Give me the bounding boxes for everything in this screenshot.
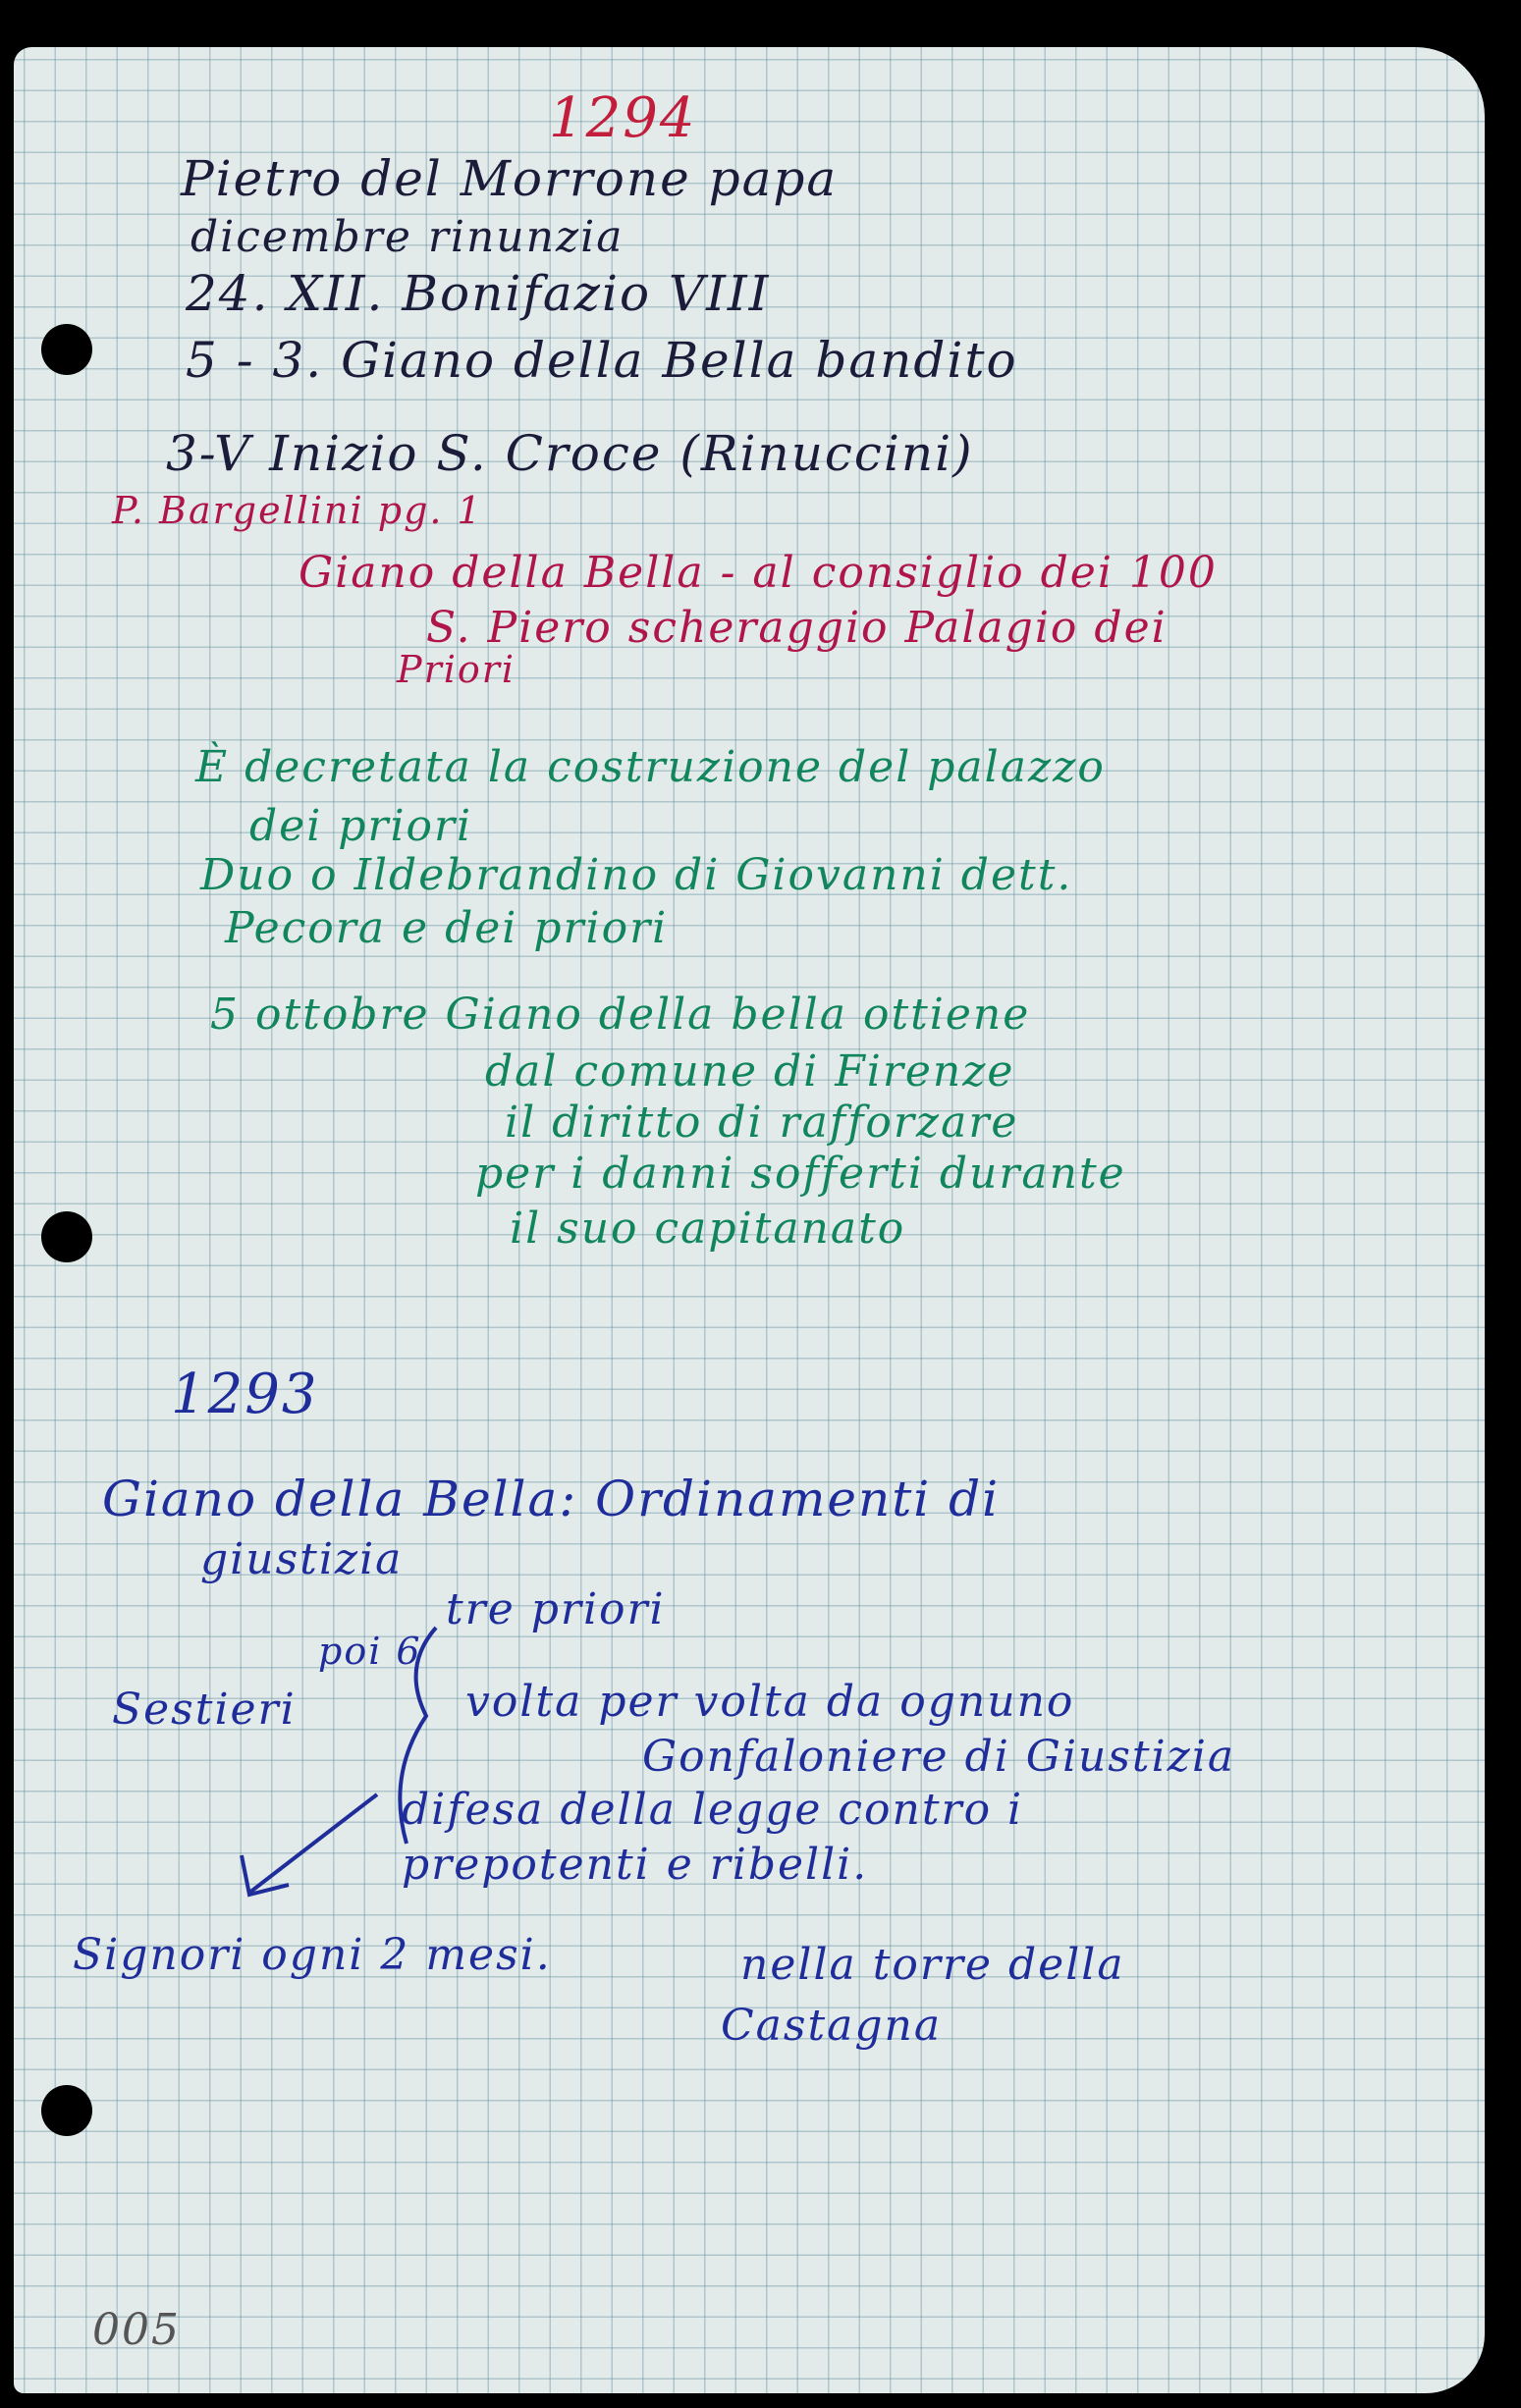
note-inizio-s-croce: 3-V Inizio S. Croce (Rinuccini)	[166, 425, 974, 482]
page-number: 005	[92, 2305, 181, 2355]
note-diritto: il diritto di rafforzare	[505, 1097, 1019, 1148]
note-torre-della: nella torre della	[740, 1940, 1125, 1990]
note-castagna: Castagna	[721, 2001, 943, 2051]
note-sestieri: Sestieri	[112, 1685, 297, 1735]
note-pietro-morrone: Pietro del Morrone papa	[181, 150, 839, 207]
year-1293: 1293	[171, 1363, 319, 1426]
note-signori-2-mesi: Signori ogni 2 mesi.	[73, 1930, 552, 1980]
note-danni-sofferti: per i danni sofferti durante	[475, 1149, 1126, 1199]
note-comune-firenze: dal comune di Firenze	[485, 1046, 1015, 1097]
note-capitanato: il suo capitanato	[510, 1204, 906, 1254]
notebook-page	[14, 47, 1485, 2393]
note-consiglio-100: Giano della Bella - al consiglio dei 100	[299, 548, 1218, 598]
note-bargellini-ref: P. Bargellini pg. 1	[112, 489, 483, 532]
note-giustizia: giustizia	[200, 1534, 404, 1584]
note-ordinamenti-giustizia: Giano della Bella: Ordinamenti di	[102, 1471, 1001, 1527]
note-tre-priori: tre priori	[446, 1584, 666, 1634]
binder-hole-bottom	[41, 2085, 92, 2136]
note-s-piero-scheraggio: S. Piero scheraggio Palagio dei	[426, 603, 1168, 653]
note-ildebrandino: Duo o Ildebrandino di Giovanni dett.	[200, 850, 1073, 900]
arrow-icon	[14, 47, 1485, 1971]
note-bonifazio: 24. XII. Bonifazio VIII	[186, 265, 771, 322]
note-decretata-costruzione: È decretata la costruzione del palazzo	[195, 742, 1106, 792]
note-volta-per-volta: volta per volta da ognuno	[465, 1677, 1075, 1727]
note-poi-6: poi 6	[318, 1630, 422, 1673]
note-pecora: Pecora e dei priori	[225, 903, 669, 953]
note-dicembre-rinunzia: dicembre rinunzia	[190, 212, 625, 262]
note-5-ottobre: 5 ottobre Giano della bella ottiene	[210, 990, 1031, 1040]
note-gonfaloniere: Gonfaloniere di Giustizia	[642, 1732, 1236, 1782]
note-prepotenti: prepotenti e ribelli.	[402, 1840, 869, 1890]
year-1294: 1294	[549, 86, 697, 150]
note-dei-priori: dei priori	[249, 801, 473, 851]
note-difesa-legge: difesa della legge contro i	[402, 1785, 1024, 1835]
note-priori: Priori	[397, 648, 516, 691]
note-giano-bandito: 5 - 3. Giano della Bella bandito	[186, 332, 1018, 389]
